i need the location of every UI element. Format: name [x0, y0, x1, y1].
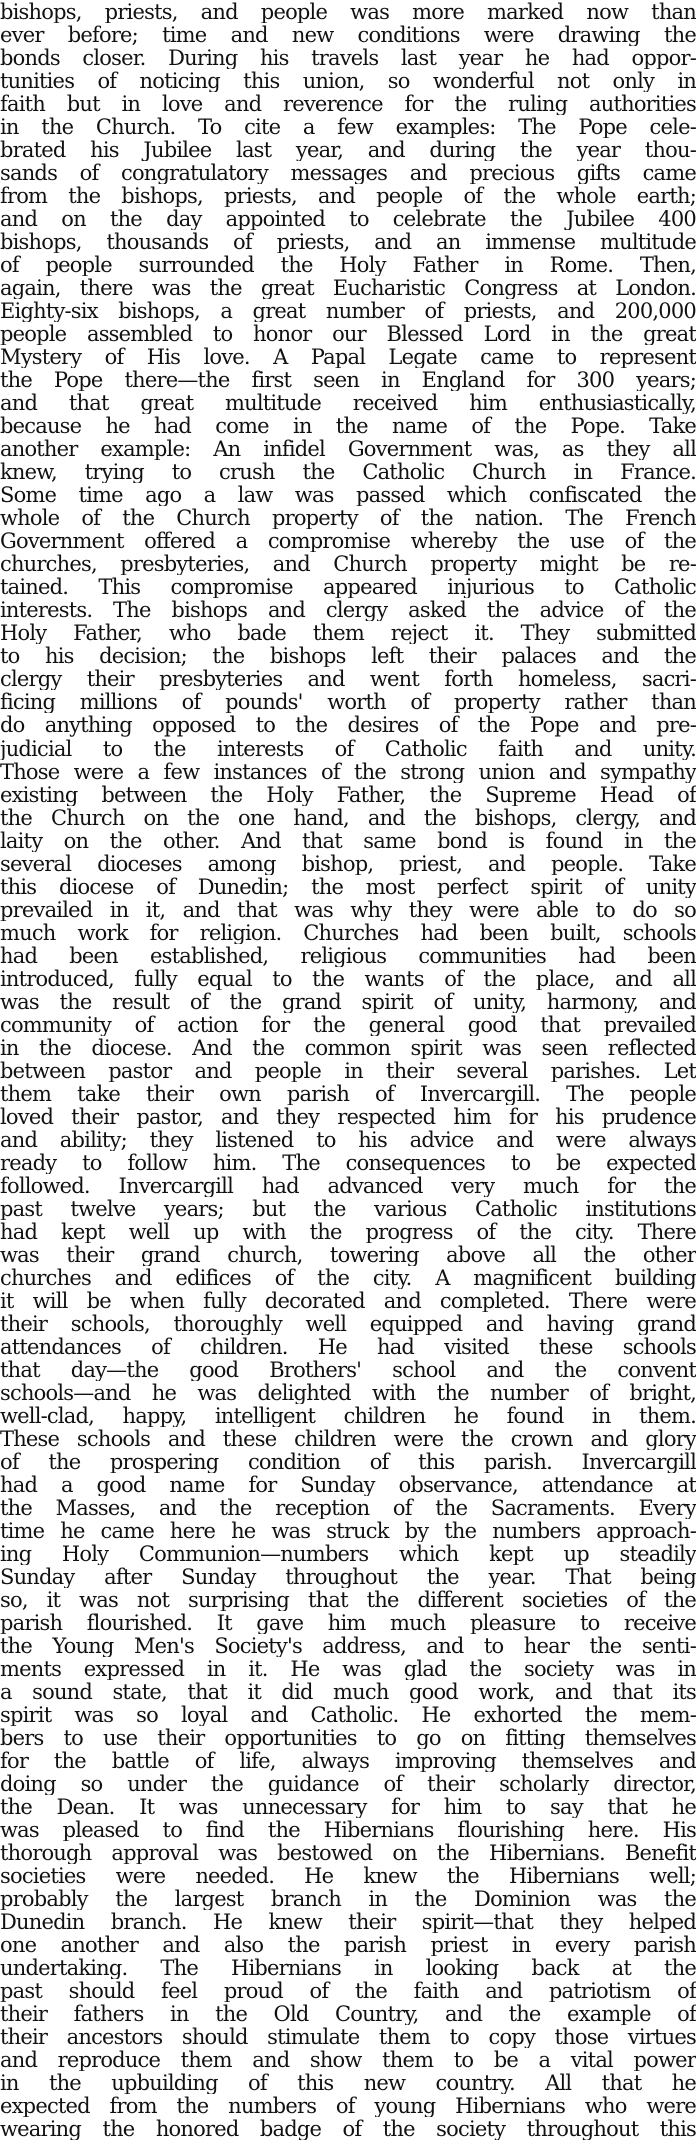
- text-line: community of action for the general good that prevailed: [0, 1012, 696, 1036]
- text-line: ing Holy Communion—numbers which kept up steadily: [0, 1542, 696, 1566]
- text-line: Mystery of His love. A Papal Legate came to represent: [0, 345, 696, 369]
- text-line: followed. Invercargill had advanced very much for the: [0, 1173, 696, 1197]
- text-line: time he came here he was struck by the numbers approach-: [0, 1519, 696, 1543]
- text-line: Those were a few instances of the strong union and sympathy: [0, 759, 696, 783]
- text-line: and reproduce them and show them to be a vital power: [0, 2048, 696, 2072]
- text-line: their ancestors should stimulate them to copy those virtues: [0, 2025, 696, 2049]
- text-line: undertaking. The Hibernians in looking back at the: [0, 1956, 696, 1980]
- text-line: expected from the numbers of young Hibernians who were: [0, 2094, 696, 2118]
- text-line: of people surrounded the Holy Father in Rome. Then,: [0, 253, 696, 277]
- text-line: Dunedin branch. He knew their spirit—that they helped: [0, 1910, 696, 1934]
- text-line: schools—and he was delighted with the number of bright,: [0, 1380, 696, 1404]
- text-line: again, there was the great Eucharistic Congress at London.: [0, 276, 696, 300]
- text-line: the Pope there—the first seen in England for 300 years;: [0, 368, 696, 392]
- text-line: brated his Jubilee last year, and during the year thou-: [0, 138, 696, 162]
- text-line: These schools and these children were the crown and glory: [0, 1426, 696, 1450]
- text-line: and on the day appointed to celebrate the Jubilee 400: [0, 207, 696, 231]
- text-line: of the prospering condition of this parish. Invercargill: [0, 1449, 696, 1473]
- text-line: knew, trying to crush the Catholic Church in France.: [0, 460, 696, 484]
- text-line: had kept well up with the progress of the city. There: [0, 1219, 696, 1243]
- text-line: probably the largest branch in the Dominion was the: [0, 1887, 696, 1911]
- text-line: wearing the honored badge of the society throughout this: [0, 2117, 696, 2141]
- text-line: introduced, fully equal to the wants of the place, and all: [0, 966, 696, 990]
- text-line: ever before; time and new conditions were drawing the: [0, 23, 696, 47]
- text-line: was pleased to find the Hibernians flourishing here. His: [0, 1818, 696, 1842]
- text-line: ficing millions of pounds' worth of property rather than: [0, 690, 696, 714]
- text-line: to his decision; the bishops left their palaces and the: [0, 644, 696, 668]
- text-line: and that great multitude received him enthusiastically,: [0, 391, 696, 415]
- text-line: do anything opposed to the desires of the Pope and pre-: [0, 713, 696, 737]
- text-line: one another and also the parish priest in every parish: [0, 1933, 696, 1957]
- text-line: sands of congratulatory messages and precious gifts came: [0, 161, 696, 185]
- text-line: in the diocese. And the common spirit was seen reflected: [0, 1035, 696, 1059]
- text-line: societies were needed. He knew the Hibernians well;: [0, 1864, 696, 1888]
- text-line: between pastor and people in their several parishes. Let: [0, 1058, 696, 1082]
- text-line: Government offered a compromise whereby the use of the: [0, 529, 696, 553]
- text-line: and ability; they listened to his advice and were always: [0, 1127, 696, 1151]
- text-line: them take their own parish of Invercargill. The people: [0, 1081, 696, 1105]
- text-line: ments expressed in it. He was glad the society was in: [0, 1657, 696, 1681]
- text-line: this diocese of Dunedin; the most perfect spirit of unity: [0, 874, 696, 898]
- text-line: bers to use their opportunities to go on fitting themselves: [0, 1726, 696, 1750]
- text-line: tained. This compromise appeared injurious to Catholic: [0, 575, 696, 599]
- text-line: Some time ago a law was passed which confiscated the: [0, 483, 696, 507]
- text-line: churches and edifices of the city. A magnificent building: [0, 1265, 696, 1289]
- text-line: much work for religion. Churches had been built, schools: [0, 920, 696, 944]
- text-line: so, it was not surprising that the different societies of the: [0, 1588, 696, 1612]
- text-line: loved their pastor, and they respected him for his prudence: [0, 1104, 696, 1128]
- text-line: whole of the Church property of the nation. The French: [0, 506, 696, 530]
- text-line: well-clad, happy, intelligent children he found in them.: [0, 1403, 696, 1427]
- text-line: people assembled to honor our Blessed Lord in the great: [0, 322, 696, 346]
- text-line: spirit was so loyal and Catholic. He exhorted the mem-: [0, 1703, 696, 1727]
- text-line: for the battle of life, always improving themselves and: [0, 1749, 696, 1773]
- text-line: the Dean. It was unnecessary for him to say that he: [0, 1795, 696, 1819]
- text-line: past twelve years; but the various Catholic institutions: [0, 1196, 696, 1220]
- text-line: bishops, thousands of priests, and an immense multitude: [0, 230, 696, 254]
- text-line: it will be when fully decorated and completed. There were: [0, 1288, 696, 1312]
- text-line: parish flourished. It gave him much pleasure to receive: [0, 1611, 696, 1635]
- text-line: attendances of children. He had visited these schools: [0, 1334, 696, 1358]
- text-line: in the upbuilding of this new country. All that he: [0, 2071, 696, 2095]
- text-line: that day—the good Brothers' school and the convent: [0, 1357, 696, 1381]
- text-line: interests. The bishops and clergy asked the advice of the: [0, 598, 696, 622]
- text-line: their schools, thoroughly well equipped and having grand: [0, 1311, 696, 1335]
- text-line: had been established, religious communities had been: [0, 943, 696, 967]
- text-line: Sunday after Sunday throughout the year. That being: [0, 1565, 696, 1589]
- text-line: bishops, priests, and people was more marked now than: [0, 0, 696, 24]
- text-line: from the bishops, priests, and people of the whole earth;: [0, 184, 696, 208]
- text-line: Holy Father, who bade them reject it. They submitted: [0, 621, 696, 645]
- text-line: in the Church. To cite a few examples: The Pope cele-: [0, 115, 696, 139]
- text-line: was their grand church, towering above all the other: [0, 1242, 696, 1266]
- text-line: another example: An infidel Government was, as they all: [0, 437, 696, 461]
- text-line: clergy their presbyteries and went forth homeless, sacri-: [0, 667, 696, 691]
- text-line: several dioceses among bishop, priest, and people. Take: [0, 851, 696, 875]
- text-line: Eighty-six bishops, a great number of priests, and 200,000: [0, 299, 696, 323]
- text-line: churches, presbyteries, and Church property might be re-: [0, 552, 696, 576]
- text-line: judicial to the interests of Catholic faith and unity.: [0, 736, 696, 760]
- text-line: thorough approval was bestowed on the Hibernians. Benefit: [0, 1841, 696, 1865]
- text-line: past should feel proud of the faith and patriotism of: [0, 1979, 696, 2003]
- text-line: the Young Men's Society's address, and to hear the senti-: [0, 1634, 696, 1658]
- text-line: a sound state, that it did much good work, and that its: [0, 1680, 696, 1704]
- text-line: had a good name for Sunday observance, attendance at: [0, 1473, 696, 1497]
- text-line: prevailed in it, and that was why they were able to do so: [0, 897, 696, 921]
- text-line: tunities of noticing this union, so wonderful not only in: [0, 69, 696, 93]
- text-line: laity on the other. And that same bond is found in the: [0, 828, 696, 852]
- text-line: bonds closer. During his travels last year he had oppor-: [0, 46, 696, 70]
- text-line: was the result of the grand spirit of unity, harmony, and: [0, 989, 696, 1013]
- text-line: ready to follow him. The consequences to be expected: [0, 1150, 696, 1174]
- text-line: because he had come in the name of the Pope. Take: [0, 414, 696, 438]
- text-line: the Masses, and the reception of the Sacraments. Every: [0, 1496, 696, 1520]
- text-line: existing between the Holy Father, the Supreme Head of: [0, 782, 696, 806]
- text-line: faith but in love and reverence for the ruling authorities: [0, 92, 696, 116]
- text-line: their fathers in the Old Country, and the example of: [0, 2002, 696, 2026]
- text-line: the Church on the one hand, and the bishops, clergy, and: [0, 805, 696, 829]
- text-line: doing so under the guidance of their scholarly director,: [0, 1772, 696, 1796]
